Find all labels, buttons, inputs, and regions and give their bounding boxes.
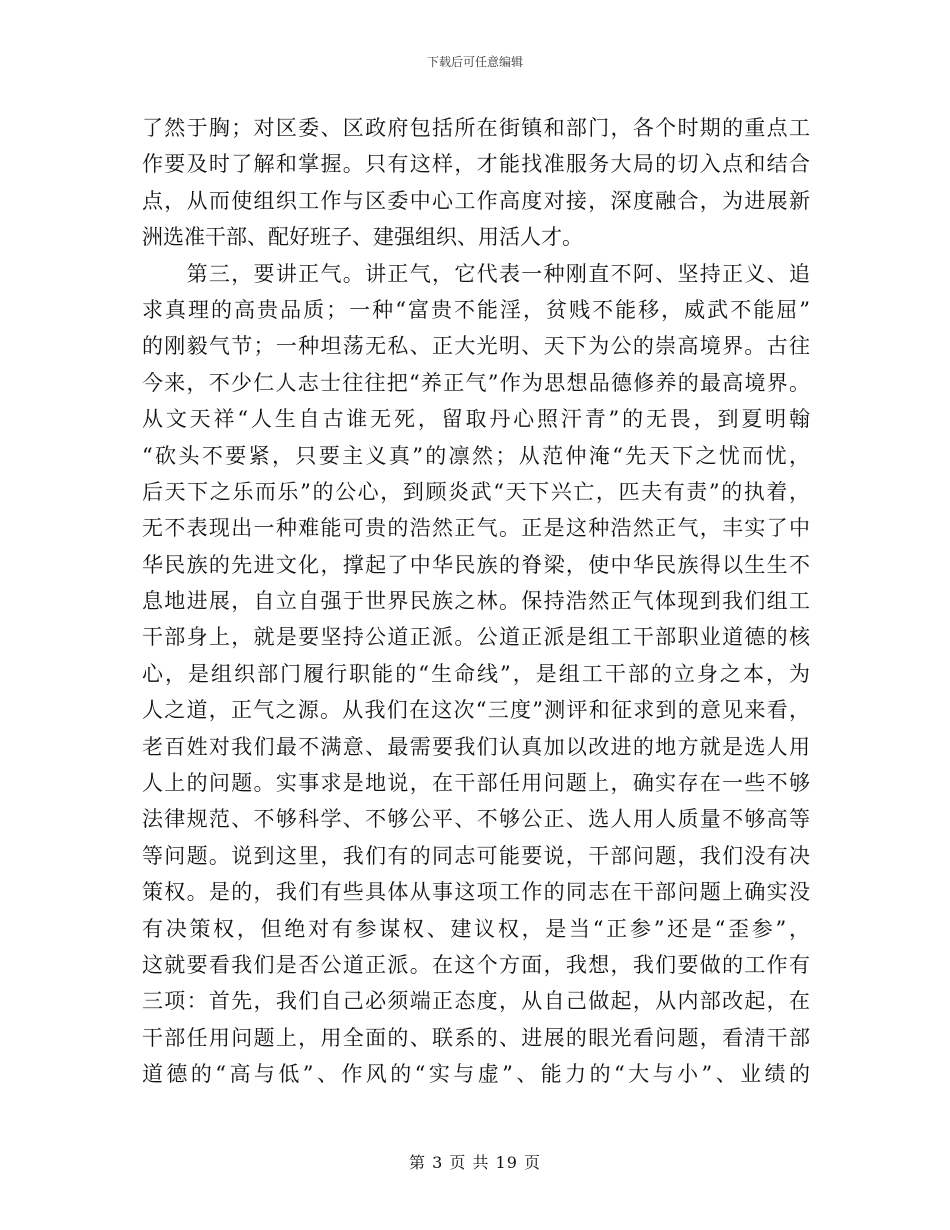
text-line: 洲选准干部、配好班子、建强组织、用活人才。 (142, 225, 583, 250)
text-line: 点，从而使组织工作与区委中心工作高度对接，深度融合，为进展新 (142, 188, 810, 213)
text-line: 三项：首先，我们自己必须端正态度，从自己做起，从内部改起，在 (142, 989, 810, 1014)
text-line: 从文天祥“人生自古谁无死，留取丹心照汗青”的无畏，到夏明翰 (142, 407, 810, 432)
text-line: 心，是组织部门履行职能的“生命线”，是组工干部的立身之本，为 (142, 661, 810, 686)
text-line: 后天下之乐而乐”的公心，到顾炎武“天下兴亡，匹夫有责”的执着， (142, 479, 810, 504)
text-line: 法律规范、不够科学、不够公平、不够公正、选人用人质量不够高等 (142, 807, 810, 832)
page-number-label: 第 3 页 共 19 页 (409, 1153, 541, 1172)
text-line: 这就要看我们是否公道正派。在这个方面，我想，我们要做的工作有 (142, 952, 810, 977)
text-line: 今来，不少仁人志士往往把“养正气”作为思想品德修养的最高境界。 (142, 370, 810, 395)
page-footer (0, 1153, 950, 1173)
text-line: 第三，要讲正气。讲正气，它代表一种刚直不阿、坚持正义、追 (142, 261, 810, 286)
text-line: 干部身上，就是要坚持公道正派。公道正派是组工干部职业道德的核 (142, 625, 810, 650)
text-line: 作要及时了解和掌握。只有这样，才能找准服务大局的切入点和结合 (142, 152, 810, 177)
text-line: 策权。是的，我们有些具体从事这项工作的同志在干部问题上确实没 (142, 880, 810, 905)
text-line: 等问题。说到这里，我们有的同志可能要说，干部问题，我们没有决 (142, 843, 810, 868)
text-line: 无不表现出一种难能可贵的浩然正气。正是这种浩然正气，丰实了中 (142, 516, 810, 541)
text-line: 求真理的高贵品质；一种“富贵不能淫，贫贱不能移，威武不能屈” (142, 297, 810, 322)
page-header (0, 54, 950, 70)
text-line: 人上的问题。实事求是地说，在干部任用问题上，确实存在一些不够 (142, 771, 810, 796)
text-line: 了然于胸；对区委、区政府包括所在街镇和部门，各个时期的重点工 (142, 116, 810, 140)
text-line: 干部任用问题上，用全面的、联系的、进展的眼光看问题，看清干部 (142, 1025, 810, 1050)
text-line: 人之道，正气之源。从我们在这次“三度”测评和征求到的意见来看， (142, 698, 810, 723)
text-line: 老百姓对我们最不满意、最需要我们认真加以改进的地方就是选人用 (142, 734, 810, 759)
text-line: 道德的“高与低”、作风的“实与虚”、能力的“大与小”、业绩的 (142, 1062, 810, 1087)
text-line: 华民族的先进文化，撑起了中华民族的脊梁，使中华民族得以生生不 (142, 552, 810, 577)
header-text: 下载后可任意编辑 (426, 55, 523, 69)
text-line: 有决策权，但绝对有参谋权、建议权，是当“正参”还是“歪参”， (142, 916, 810, 941)
text-line: 的刚毅气节；一种坦荡无私、正大光明、天下为公的崇高境界。古往 (142, 334, 810, 359)
text-line: 息地进展，自立自强于世界民族之林。保持浩然正气体现到我们组工 (142, 589, 810, 614)
text-line: “砍头不要紧，只要主义真”的凛然；从范仲淹“先天下之忧而忧， (142, 443, 810, 468)
document-body (142, 110, 810, 1093)
